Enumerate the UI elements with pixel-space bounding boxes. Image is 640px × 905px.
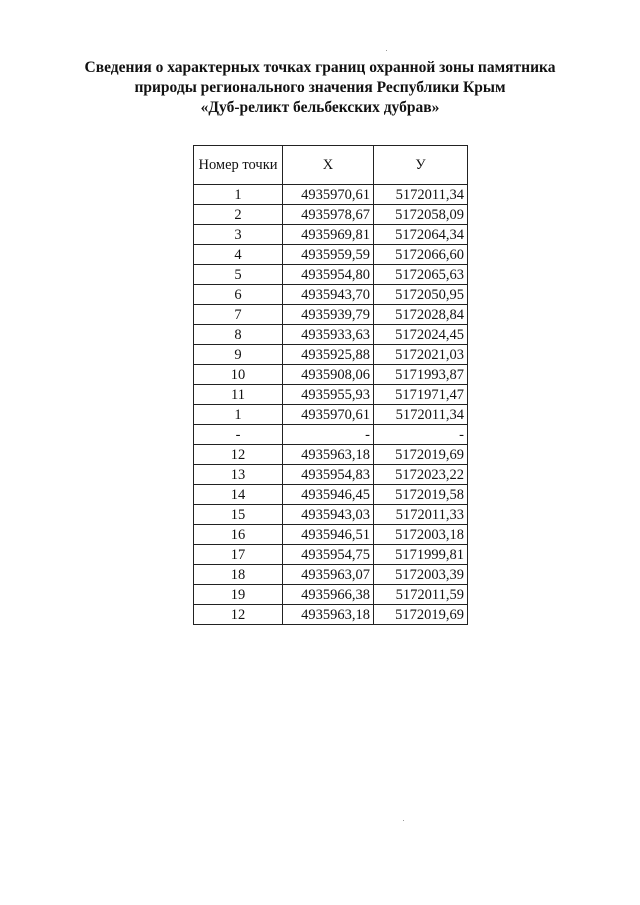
x-coordinate-cell: 4935963,18 xyxy=(283,605,374,625)
x-coordinate-cell: 4935954,83 xyxy=(283,465,374,485)
x-coordinate-cell: 4935966,38 xyxy=(283,585,374,605)
y-coordinate-cell: 5172019,58 xyxy=(374,485,468,505)
point-number-cell: 2 xyxy=(194,205,283,225)
point-number-cell: 15 xyxy=(194,505,283,525)
point-number-cell: 8 xyxy=(194,325,283,345)
point-number-cell: 16 xyxy=(194,525,283,545)
table-header-row xyxy=(194,146,468,185)
table-row xyxy=(194,585,468,605)
header-point-number: Номер точки xyxy=(194,146,283,185)
y-coordinate-cell: 5172011,34 xyxy=(374,405,468,425)
y-coordinate-cell: 5172019,69 xyxy=(374,445,468,465)
point-number-cell: 6 xyxy=(194,285,283,305)
header-y: У xyxy=(374,146,468,185)
y-coordinate-cell: 5172065,63 xyxy=(374,265,468,285)
y-coordinate-cell: - xyxy=(374,425,468,445)
point-number-cell: 3 xyxy=(194,225,283,245)
x-coordinate-cell: - xyxy=(283,425,374,445)
x-coordinate-cell: 4935955,93 xyxy=(283,385,374,405)
point-number-cell: 18 xyxy=(194,565,283,585)
point-number-cell: 14 xyxy=(194,485,283,505)
title-line: «Дуб-реликт бельбекских дубрав» xyxy=(200,99,440,116)
table-row xyxy=(194,485,468,505)
table-row xyxy=(194,385,468,405)
y-coordinate-cell: 5171999,81 xyxy=(374,545,468,565)
y-coordinate-cell: 5172058,09 xyxy=(374,205,468,225)
x-coordinate-cell: 4935959,59 xyxy=(283,245,374,265)
table-row xyxy=(194,345,468,365)
table-row xyxy=(194,365,468,385)
x-coordinate-cell: 4935933,63 xyxy=(283,325,374,345)
y-coordinate-cell: 5172019,69 xyxy=(374,605,468,625)
point-number-cell: 7 xyxy=(194,305,283,325)
y-coordinate-cell: 5172011,33 xyxy=(374,505,468,525)
x-coordinate-cell: 4935954,75 xyxy=(283,545,374,565)
table-row xyxy=(194,545,468,565)
point-number-cell: 19 xyxy=(194,585,283,605)
y-coordinate-cell: 5172011,34 xyxy=(374,185,468,205)
table-row xyxy=(194,565,468,585)
table-row xyxy=(194,525,468,545)
table-row xyxy=(194,225,468,245)
scan-speck xyxy=(403,820,404,821)
x-coordinate-cell: 4935946,51 xyxy=(283,525,374,545)
table-row xyxy=(194,325,468,345)
x-coordinate-cell: 4935943,70 xyxy=(283,285,374,305)
point-number-cell: 13 xyxy=(194,465,283,485)
x-coordinate-cell: 4935943,03 xyxy=(283,505,374,525)
table-row xyxy=(194,445,468,465)
table-row xyxy=(194,285,468,305)
x-coordinate-cell: 4935963,18 xyxy=(283,445,374,465)
y-coordinate-cell: 5172011,59 xyxy=(374,585,468,605)
title-line: Сведения о характерных точках границ охранной зоны памятника xyxy=(84,59,556,76)
table-row xyxy=(194,185,468,205)
point-number-cell: 12 xyxy=(194,445,283,465)
table-row xyxy=(194,505,468,525)
table-row xyxy=(194,305,468,325)
point-number-cell: - xyxy=(194,425,283,445)
point-number-cell: 12 xyxy=(194,605,283,625)
table-body xyxy=(194,185,468,625)
y-coordinate-cell: 5172066,60 xyxy=(374,245,468,265)
x-coordinate-cell: 4935978,67 xyxy=(283,205,374,225)
table-row xyxy=(194,205,468,225)
coordinates-table xyxy=(193,145,468,625)
document-title xyxy=(0,58,640,118)
y-coordinate-cell: 5172003,39 xyxy=(374,565,468,585)
table-row xyxy=(194,605,468,625)
y-coordinate-cell: 5172021,03 xyxy=(374,345,468,365)
y-coordinate-cell: 5172023,22 xyxy=(374,465,468,485)
scan-speck xyxy=(386,50,387,51)
x-coordinate-cell: 4935925,88 xyxy=(283,345,374,365)
point-number-cell: 9 xyxy=(194,345,283,365)
point-number-cell: 17 xyxy=(194,545,283,565)
y-coordinate-cell: 5172050,95 xyxy=(374,285,468,305)
x-coordinate-cell: 4935939,79 xyxy=(283,305,374,325)
y-coordinate-cell: 5172003,18 xyxy=(374,525,468,545)
point-number-cell: 5 xyxy=(194,265,283,285)
y-coordinate-cell: 5172028,84 xyxy=(374,305,468,325)
y-coordinate-cell: 5172024,45 xyxy=(374,325,468,345)
y-coordinate-cell: 5172064,34 xyxy=(374,225,468,245)
x-coordinate-cell: 4935946,45 xyxy=(283,485,374,505)
x-coordinate-cell: 4935970,61 xyxy=(283,185,374,205)
x-coordinate-cell: 4935970,61 xyxy=(283,405,374,425)
point-number-cell: 1 xyxy=(194,185,283,205)
x-coordinate-cell: 4935954,80 xyxy=(283,265,374,285)
table-row xyxy=(194,265,468,285)
x-coordinate-cell: 4935908,06 xyxy=(283,365,374,385)
table-row xyxy=(194,425,468,445)
title-line: природы регионального значения Республики Крым xyxy=(134,79,506,96)
x-coordinate-cell: 4935969,81 xyxy=(283,225,374,245)
header-x: Х xyxy=(283,146,374,185)
table-row xyxy=(194,245,468,265)
table-row xyxy=(194,465,468,485)
y-coordinate-cell: 5171993,87 xyxy=(374,365,468,385)
y-coordinate-cell: 5171971,47 xyxy=(374,385,468,405)
point-number-cell: 11 xyxy=(194,385,283,405)
point-number-cell: 4 xyxy=(194,245,283,265)
point-number-cell: 1 xyxy=(194,405,283,425)
table-row xyxy=(194,405,468,425)
x-coordinate-cell: 4935963,07 xyxy=(283,565,374,585)
point-number-cell: 10 xyxy=(194,365,283,385)
